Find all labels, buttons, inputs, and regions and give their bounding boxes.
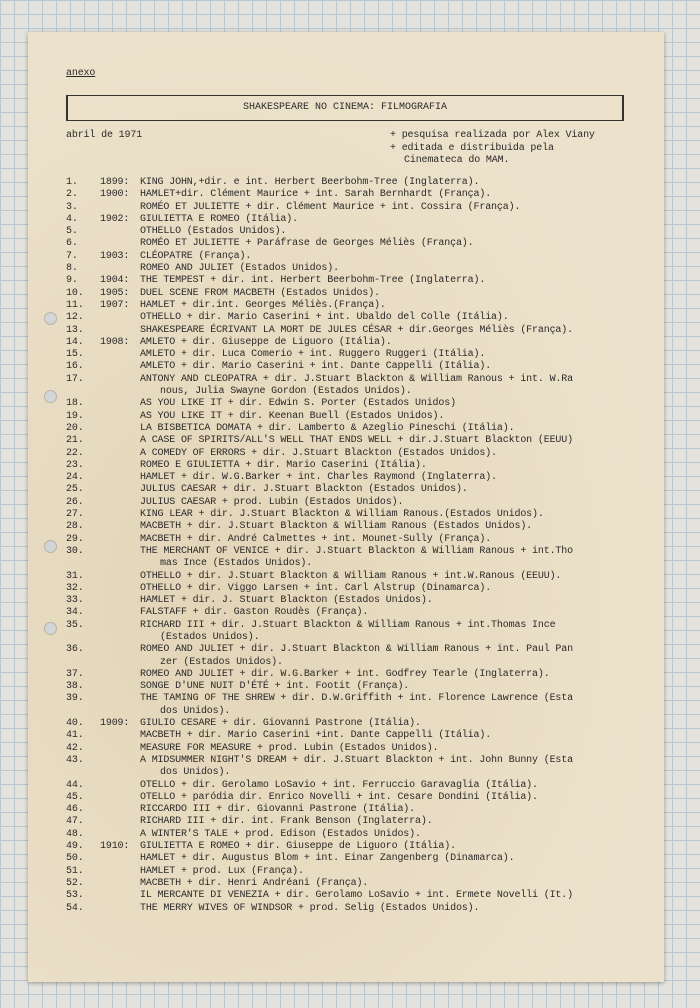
entry-number: 35. <box>66 619 84 631</box>
entry-text: KING JOHN,+dir. e int. Herbert Beerbohm-Tree (Inglaterra). <box>140 177 480 188</box>
entry-number: 19. <box>66 410 84 422</box>
credits-block <box>390 130 595 168</box>
entry-year: 1902: <box>100 213 130 225</box>
credit-line: Cinemateca do MAM. <box>404 155 510 166</box>
entry-number: 22. <box>66 447 84 459</box>
entry-text: RICHARD III + dir. J.Stuart Blackton & William Ranous + int.Thomas Ince <box>140 619 556 631</box>
entry-text: OTHELLO + dir. Viggo Larsen + int. Carl Alstrup (Dinamarca). <box>140 582 492 594</box>
entry-text: GIULIO CESARE + dir. Giovanni Pastrone (Itália). <box>140 718 421 730</box>
entry-text: IL MERCANTE DI VENEZIA + dir. Gerolamo LoSavio + int. Ermete Novelli (It.) <box>140 890 573 902</box>
entry-number: 29. <box>66 533 84 545</box>
entry-number: 50. <box>66 853 84 865</box>
entry-text: JULIUS CAESAR + prod. Lubin (Estados Unidos). <box>140 496 404 508</box>
entry-text: HAMLET + dir. W.G.Barker + int. Charles Raymond (Inglaterra). <box>140 472 497 484</box>
entry-text: ROMEO E GIULIETTA + dir. Mario Caserini (Itália). <box>140 459 427 471</box>
entry-text: AMLETO + dir. Giuseppe de Liguoro (Itália). <box>140 336 392 348</box>
entry-text: GIULIETTA E ROMEO (Itália). <box>140 213 298 225</box>
entry-number: 20. <box>66 422 84 434</box>
entry-number: 36. <box>66 644 84 656</box>
entry-number: 46. <box>66 804 84 816</box>
entry-text: HAMLET + dir. J. Stuart Blackton (Estados Unidos). <box>140 595 433 607</box>
entry-text: A WINTER'S TALE + prod. Edison (Estados Unidos). <box>140 828 421 840</box>
punch-hole <box>44 622 57 635</box>
entry-number: 23. <box>66 459 84 471</box>
entry-year: 1899: <box>100 177 130 188</box>
entry-text: SONGE D'UNE NUIT D'ÉTÉ + int. Footit (França). <box>140 681 410 693</box>
entry-number: 26. <box>66 496 84 508</box>
entry-number: 49. <box>66 841 84 853</box>
punch-hole <box>44 312 57 325</box>
entry-number: 45. <box>66 791 84 803</box>
entry-text: FALSTAFF + dir. Gaston Roudès (França). <box>140 607 369 619</box>
entry-number: 6. <box>66 238 78 250</box>
entry-text: LA BISBETICA DOMATA + dir. Lamberto & Azeglio Pineschi (Itália). <box>140 422 515 434</box>
entry-text: ROMEO AND JULIET + dir. J.Stuart Blackton & William Ranous + int. Paul Pan <box>140 644 573 656</box>
entry-number: 14. <box>66 336 84 348</box>
entry-text: AS YOU LIKE IT + dir. Edwin S. Porter (Estados Unidos) <box>140 398 456 410</box>
entry-text: SHAKESPEARE ÉCRIVANT LA MORT DE JULES CÉSAR + dir.Georges Méliès (França). <box>140 324 573 336</box>
entry-number: 41. <box>66 730 84 742</box>
document-date: abril de 1971 <box>66 130 143 141</box>
entry-text-continuation: (Estados Unidos). <box>160 631 260 643</box>
entry-text: MACBETH + dir. André Calmettes + int. Mounet-Sully (França). <box>140 533 492 545</box>
entry-number: 24. <box>66 472 84 484</box>
entry-number: 4. <box>66 213 78 225</box>
punch-hole <box>44 390 57 403</box>
entry-text: A CASE OF SPIRITS/ALL'S WELL THAT ENDS WELL + dir.J.Stuart Blackton (EEUU) <box>140 435 573 447</box>
entry-text: HAMLET+dir. Clément Maurice + int. Sarah Bernhardt (França). <box>140 189 492 201</box>
entry-number: 52. <box>66 877 84 889</box>
entry-number: 39. <box>66 693 84 705</box>
entry-text: OTHELLO (Estados Unidos). <box>140 226 287 238</box>
entry-text: THE MERCHANT OF VENICE + dir. J.Stuart Blackton & William Ranous + int.Tho <box>140 545 573 557</box>
entry-text: AMLETO + dir. Luca Comerio + int. Ruggero Ruggeri (Itália). <box>140 349 486 361</box>
entry-text: OTHELLO + dir. Mario Caserini + int. Ubaldo del Colle (Itália). <box>140 312 509 324</box>
entry-text: KING LEAR + dir. J.Stuart Blackton & William Ranous.(Estados Unidos). <box>140 509 544 521</box>
entry-text: JULIUS CAESAR + dir. J.Stuart Blackton (Estados Unidos). <box>140 484 468 496</box>
entry-number: 3. <box>66 201 78 213</box>
entry-text: ANTONY AND CLEOPATRA + dir. J.Stuart Blackton & William Ranous + int. W.Ra <box>140 373 573 385</box>
entry-text: GIULIETTA E ROMEO + dir. Giuseppe de Liguoro (Itália). <box>140 841 456 853</box>
entry-number: 43. <box>66 754 84 766</box>
entry-year: 1909: <box>100 718 130 730</box>
entry-number: 25. <box>66 484 84 496</box>
entry-year: 1907: <box>100 299 130 311</box>
entry-number: 51. <box>66 865 84 877</box>
entry-text-continuation: dos Unidos). <box>160 767 231 779</box>
entry-number: 54. <box>66 902 84 914</box>
entry-text: MACBETH + dir. Henri Andréani (França). <box>140 877 369 889</box>
entry-text: RICCARDO III + dir. Giovanni Pastrone (Itália). <box>140 804 415 816</box>
entry-number: 44. <box>66 779 84 791</box>
entry-text: OTELLO + paródia dir. Enrico Novelli + int. Cesare Dondini (Itália). <box>140 791 538 803</box>
entry-number: 21. <box>66 435 84 447</box>
entry-text: RICHARD III + dir. int. Frank Benson (Inglaterra). <box>140 816 433 828</box>
entry-number: 17. <box>66 373 84 385</box>
entry-number: 15. <box>66 349 84 361</box>
entry-number: 13. <box>66 324 84 336</box>
entry-number: 53. <box>66 890 84 902</box>
entry-number: 30. <box>66 545 84 557</box>
entry-text: THE TEMPEST + dir. int. Herbert Beerbohm-Tree (Inglaterra). <box>140 275 486 287</box>
entry-number: 16. <box>66 361 84 373</box>
entry-text: OTHELLO + dir. J.Stuart Blackton & William Ranous + int.W.Ranous (EEUU). <box>140 570 562 582</box>
entry-text: AMLETO + dir. Mario Caserini + int. Dante Cappelli (Itália). <box>140 361 492 373</box>
entry-number: 9. <box>66 275 78 287</box>
entry-text: THE TAMING OF THE SHREW + dir. D.W.Griffith + int. Florence Lawrence (Esta <box>140 693 573 705</box>
entry-year: 1908: <box>100 336 130 348</box>
entry-number: 8. <box>66 263 78 275</box>
entry-number: 31. <box>66 570 84 582</box>
entry-number: 38. <box>66 681 84 693</box>
page-title: SHAKESPEARE NO CINEMA: FILMOGRAFIA <box>242 102 448 113</box>
entry-text: DUEL SCENE FROM MACBETH (Estados Unidos). <box>140 287 380 299</box>
entry-text-continuation: nous, Julia Swayne Gordon (Estados Unidos). <box>160 386 412 398</box>
entry-text: HAMLET + prod. Lux (França). <box>140 865 304 877</box>
entry-text: AS YOU LIKE IT + dir. Keenan Buell (Estados Unidos). <box>140 410 445 422</box>
entry-text: MACBETH + dir. Mario Caserini +int. Dante Cappelli (Itália). <box>140 730 492 742</box>
credit-line: + pesquisa realizada por Alex Viany <box>390 130 595 141</box>
entry-text: OTELLO + dir. Gerolamo LoSavio + int. Ferruccio Garavaglia (Itália). <box>140 779 538 791</box>
punch-hole <box>44 540 57 553</box>
annex-label: anexo <box>66 68 96 79</box>
entry-number: 48. <box>66 828 84 840</box>
entry-number: 2. <box>66 189 78 201</box>
entry-number: 47. <box>66 816 84 828</box>
entry-text: HAMLET + dir. Augustus Blom + int. Einar Zangenberg (Dinamarca). <box>140 853 515 865</box>
entry-number: 11. <box>66 299 84 311</box>
entry-text: MACBETH + dir. J.Stuart Blackton & William Ranous (Estados Unidos). <box>140 521 533 533</box>
entry-number: 42. <box>66 742 84 754</box>
entry-text: ROMEO AND JULIET (Estados Unidos). <box>140 263 339 275</box>
entry-year: 1900: <box>100 189 130 201</box>
entry-number: 18. <box>66 398 84 410</box>
entry-text: A COMEDY OF ERRORS + dir. J.Stuart Blackton (Estados Unidos). <box>140 447 497 459</box>
entry-text: HAMLET + dir.int. Georges Méliès.(França). <box>140 299 386 311</box>
entry-text: A MIDSUMMER NIGHT'S DREAM + dir. J.Stuart Blackton + int. John Bunny (Esta <box>140 754 573 766</box>
entry-number: 27. <box>66 509 84 521</box>
entry-year: 1905: <box>100 287 130 299</box>
title-box <box>66 95 624 121</box>
entry-number: 7. <box>66 250 78 262</box>
entry-number: 32. <box>66 582 84 594</box>
entry-text-continuation: dos Unidos). <box>160 705 231 717</box>
credit-line: + editada e distribuida pela <box>390 142 554 154</box>
entry-text: ROMEO AND JULIET + dir. W.G.Barker + int. Godfrey Tearle (Inglaterra). <box>140 668 550 680</box>
entry-number: 5. <box>66 226 78 238</box>
entry-number: 33. <box>66 595 84 607</box>
entry-text: CLÉOPATRE (França). <box>140 250 252 262</box>
entry-text: ROMÉO ET JULIETTE + dir. Clément Maurice + int. Cossira (França). <box>140 201 521 213</box>
entry-year: 1910: <box>100 841 130 853</box>
entry-text-continuation: mas Ince (Estados Unidos). <box>160 558 313 570</box>
entry-number: 34. <box>66 607 84 619</box>
entry-year: 1903: <box>100 250 130 262</box>
entry-number: 10. <box>66 287 84 299</box>
entry-number: 12. <box>66 312 84 324</box>
entry-text: ROMÉO ET JULIETTE + Paráfrase de Georges Méliès (França). <box>140 238 474 250</box>
entry-number: 28. <box>66 521 84 533</box>
entry-number: 37. <box>66 668 84 680</box>
entry-text: MEASURE FOR MEASURE + prod. Lubin (Estados Unidos). <box>140 742 439 754</box>
entry-number: 1. <box>66 177 78 188</box>
document-page <box>28 32 664 982</box>
entry-year: 1904: <box>100 275 130 287</box>
entry-text-continuation: zer (Estados Unidos). <box>160 656 283 668</box>
entry-text: THE MERRY WIVES OF WINDSOR + prod. Selig (Estados Unidos). <box>140 902 480 914</box>
entry-number: 40. <box>66 718 84 730</box>
